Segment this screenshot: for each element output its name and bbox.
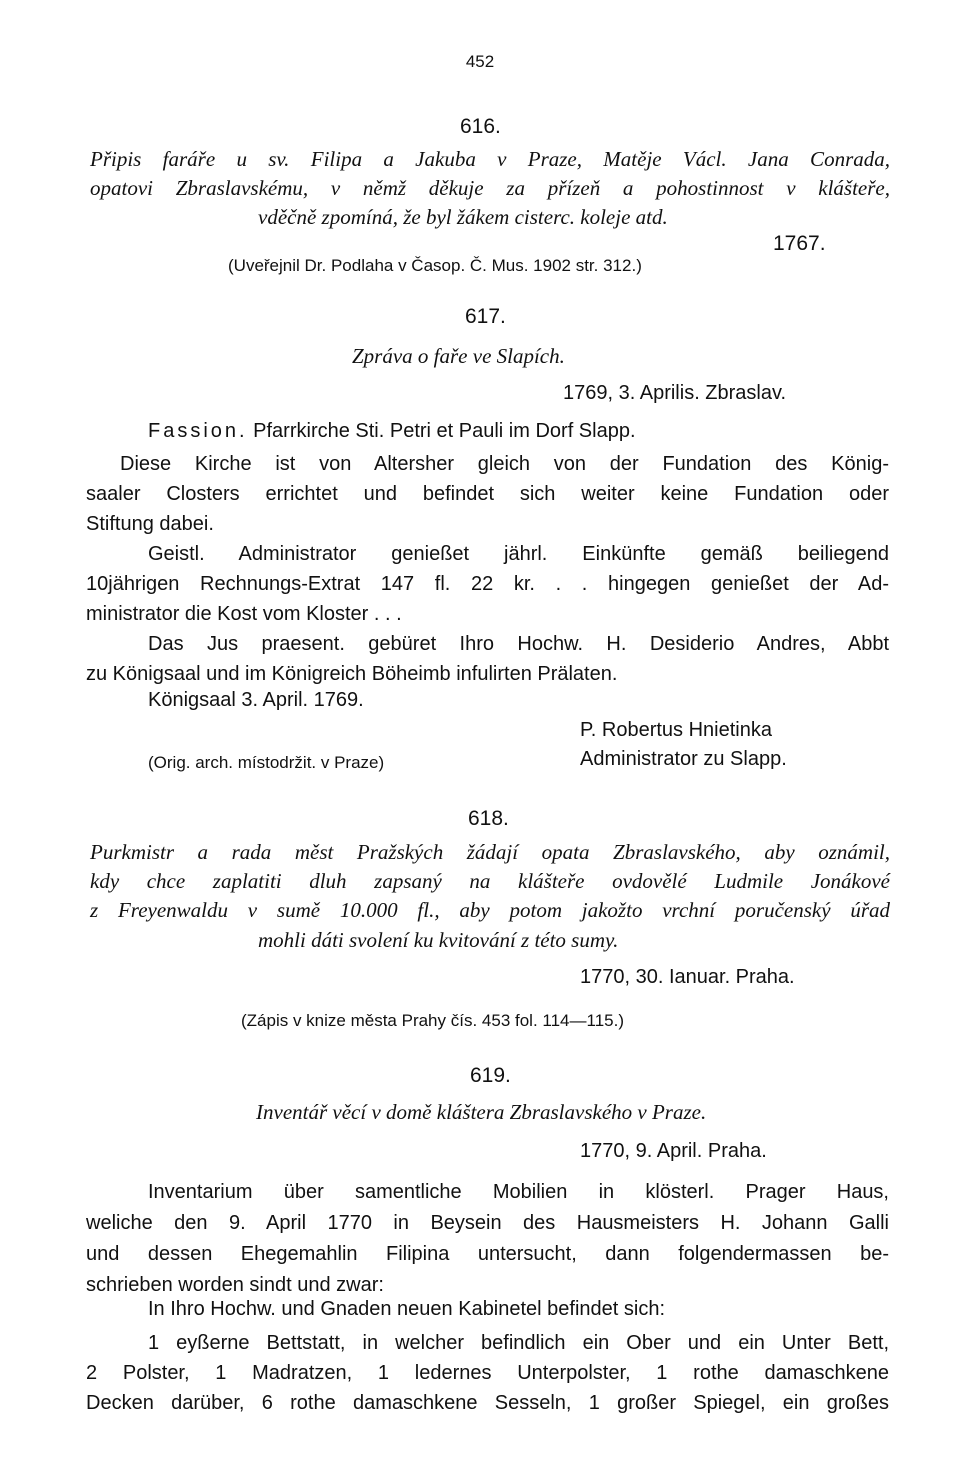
- doc-619-para-3-line-2: 2 Polster, 1 Madratzen, 1 ledernes Unterpolster, 1 rothe damaschkene: [86, 1362, 889, 1384]
- doc-618-title-line-1: Purkmistr a rada měst Pražských žádají opata Zbraslavského, aby oznámil,: [90, 840, 890, 864]
- doc-617-signature-name: P. Robertus Hnietinka: [580, 719, 772, 741]
- doc-617-signature-title: Administrator zu Slapp.: [580, 748, 787, 770]
- doc-617-para-1-line-1: Diese Kirche ist von Altersher gleich von der Fundation des König-: [120, 453, 889, 475]
- doc-619-title: Inventář věcí v domě kláštera Zbraslavského v Praze.: [256, 1100, 707, 1124]
- doc-616-title-line-2: opatovi Zbraslavskému, v němž děkuje za přízeň a pohostinnost v klášteře,: [90, 176, 890, 200]
- doc-616-title-line-3: vděčně zpomíná, že byl žákem cisterc. koleje atd.: [258, 205, 668, 229]
- doc-619-para-1-line-3: und dessen Ehegemahlin Filipina untersucht, dann folgendermassen be-: [86, 1243, 889, 1265]
- page-number: 452: [465, 52, 495, 71]
- doc-619-para-2: In Ihro Hochw. und Gnaden neuen Kabinetel befindet sich:: [148, 1298, 666, 1320]
- doc-619-number: 619.: [470, 1064, 511, 1087]
- doc-617-para-1-line-3: Stiftung dabei.: [86, 513, 214, 535]
- doc-619-para-1-line-4: schrieben worden sindt und zwar:: [86, 1274, 384, 1296]
- doc-617-fassion-rest: Pfarrkirche Sti. Petri et Pauli im Dorf Slapp.: [253, 420, 636, 442]
- doc-618-title-line-2: kdy chce zaplatiti dluh zapsaný na klášteře ovdovělé Ludmile Jonákové: [90, 869, 890, 893]
- doc-616-source: (Uveřejnil Dr. Podlaha v Časop. Č. Mus. 1902 str. 312.): [228, 256, 642, 275]
- doc-619-para-1-line-2: weliche den 9. April 1770 in Beysein des Hausmeisters H. Johann Galli: [86, 1212, 889, 1234]
- doc-616-title: [90, 145, 890, 203]
- doc-618-number: 618.: [468, 807, 509, 830]
- doc-619-para-3-line-1: 1 eyßerne Bettstatt, in welcher befindlich ein Ober und ein Unter Bett,: [148, 1332, 889, 1354]
- doc-617-para-2-line-2: 10jährigen Rechnungs-Extrat 147 fl. 22 kr. . . hingegen genießet der Ad-: [86, 573, 889, 595]
- doc-619-para-1-line-1: Inventarium über samentliche Mobilien in klösterl. Prager Haus,: [148, 1181, 889, 1203]
- doc-617-fassion: [148, 420, 636, 443]
- doc-617-para-3-line-2: zu Königsaal und im Königreich Böheimb infulirten Prälaten.: [86, 663, 618, 685]
- doc-617-number: 617.: [465, 305, 506, 328]
- doc-616-number: 616.: [460, 115, 501, 138]
- doc-619-para-1: [86, 1177, 889, 1301]
- doc-618-title-line-3: z Freyenwaldu v sumě 10.000 fl., aby potom jakožto vrchní poručenský úřad: [90, 898, 890, 922]
- doc-617-title: Zpráva o faře ve Slapích.: [352, 344, 565, 368]
- doc-618-title: [90, 838, 890, 925]
- doc-617-fassion-word: Fassion.: [148, 420, 248, 442]
- doc-617-para-2: [86, 539, 889, 629]
- doc-617-para-1-line-2: saaler Closters errichtet und befindet sich weiter keine Fundation oder: [86, 483, 889, 505]
- doc-618-date: 1770, 30. Ianuar. Praha.: [580, 966, 795, 988]
- doc-618-title-line-4: mohli dáti svolení ku kvitování z této sumy.: [258, 928, 619, 952]
- doc-617-para-3-line-1: Das Jus praesent. gebüret Ihro Hochw. H. Desiderio Andres, Abbt: [148, 633, 889, 655]
- doc-616-year: 1767.: [773, 232, 826, 255]
- doc-617-para-2-line-1: Geistl. Administrator genießet jährl. Einkünfte gemäß beiliegend: [148, 543, 889, 565]
- doc-618-source: (Zápis v knize města Prahy čís. 453 fol. 114—115.): [241, 1011, 624, 1030]
- doc-616-title-line-1: Připis faráře u sv. Filipa a Jakuba v Praze, Matěje Václ. Jana Conrada,: [90, 147, 890, 171]
- doc-619-para-3: [86, 1328, 889, 1418]
- doc-617-para-2-line-3: ministrator die Kost vom Kloster . . .: [86, 603, 402, 625]
- doc-617-source: (Orig. arch. místodržit. v Praze): [148, 753, 385, 772]
- doc-617-date: 1769, 3. Aprilis. Zbraslav.: [563, 382, 787, 404]
- doc-617-para-1: [86, 449, 889, 539]
- doc-619-para-3-line-3: Decken darüber, 6 rothe damaschkene Sesseln, 1 großer Spiegel, ein großes: [86, 1392, 889, 1414]
- doc-619-date: 1770, 9. April. Praha.: [580, 1140, 767, 1162]
- doc-617-place-date: Königsaal 3. April. 1769.: [148, 689, 364, 711]
- doc-617-para-3: [86, 629, 889, 689]
